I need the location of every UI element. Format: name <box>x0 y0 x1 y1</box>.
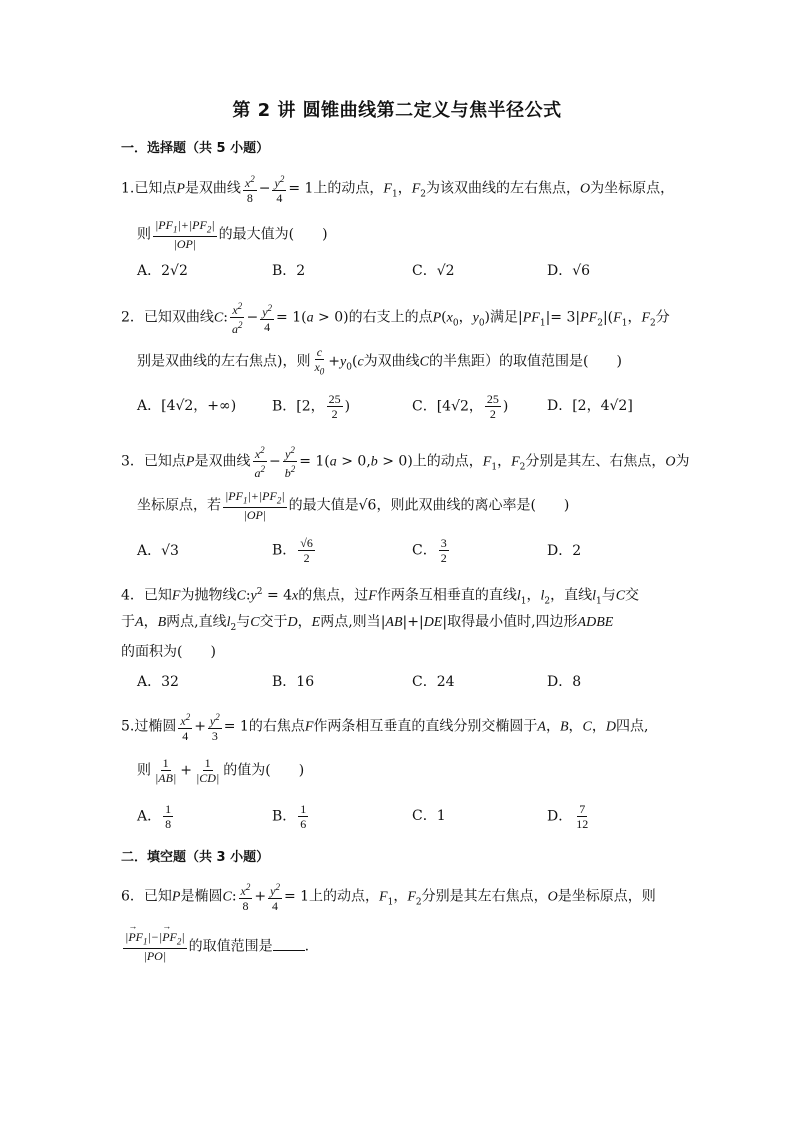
q3-option-c[interactable]: C． $\frac{3}{2}$ <box>412 536 447 565</box>
answer-blank[interactable] <box>273 938 305 951</box>
q5-line1: 5.过椭圆 $\frac{x^2}{4}$ + $\frac{y^2}{3}$ = 1的右焦点F作两条相互垂直的直线分别交椭圆于A，B，C，D四点, <box>121 712 649 743</box>
q2-line1: 2．已知双曲线C: $\frac{x^2}{a^2}$ − $\frac{y^2}{4}$ = 1(a > 0)的右支上的点$P(x_0$，$y_0$)满足$|PF_1|= 3|PF_2|(F_1$，$F_2$分 <box>121 301 670 336</box>
fraction: $\frac{|PF_1|+|PF_2|}{|OP|}$ <box>155 218 215 252</box>
fraction: $\frac{y^2}{3}$ <box>209 712 220 743</box>
fraction: $\frac{x^2}{8}$ <box>244 174 255 205</box>
fraction: $\frac{25}{2}$ <box>328 392 341 421</box>
q2-option-c[interactable]: C．[4√2， $\frac{25}{2}$ ) <box>412 392 509 421</box>
q5-option-a[interactable]: A． $\frac{1}{8}$ <box>137 802 172 831</box>
q3-option-b[interactable]: B． $\frac{√6}{2}$ <box>272 536 313 565</box>
fraction: $\frac{7}{12}$ <box>576 802 589 831</box>
q1-line1: 1.已知点P是双曲线 $\frac{x^2}{8}$ − $\frac{y^2}{4}$ = 1上的动点，$F_1$，$F_2$为该双曲线的左右焦点，O为坐标原点， <box>121 174 675 205</box>
q4-line2: 于A，B两点,直线$l_2$与C交于D，E两点,则当|AB|+|DE|取得最小值时,四边形ADBE <box>121 614 614 633</box>
fraction: $\frac{y^2}{4}$ <box>270 882 280 913</box>
fraction: $\frac{1}{8}$ <box>165 802 172 831</box>
q5-line2: 则 $\frac{1}{|AB|}$ + $\frac{1}{|CD|}$ 的值为( ) <box>137 756 305 785</box>
q1-option-a[interactable]: A．2√2 <box>137 263 188 279</box>
q2-line2: 别是双曲线的左右焦点)，则 $\frac{c}{x_0}$ $+y_0(c$为双曲线C的半焦距）的取值范围是( ) <box>137 345 622 377</box>
q3-option-d[interactable]: D．2 <box>547 543 582 559</box>
q2-option-a[interactable]: A．[4√2，+∞) <box>137 398 237 414</box>
fraction: $\frac{c}{x_0}$ <box>314 345 325 377</box>
fraction: $\frac{y^2}{b^2}$ <box>284 445 296 480</box>
fraction: $\frac{x^2}{a^2}$ <box>254 445 265 480</box>
q4-option-a[interactable]: A．32 <box>137 674 179 690</box>
q5-option-b[interactable]: B． $\frac{1}{6}$ <box>272 802 307 831</box>
page-title: 第 2 讲 圆锥曲线第二定义与焦半径公式 <box>232 100 562 121</box>
q5-option-d[interactable]: D． $\frac{7}{12}$ <box>547 802 589 831</box>
q1-option-d[interactable]: D．√6 <box>547 263 591 279</box>
q4-option-d[interactable]: D．8 <box>547 674 582 690</box>
q4-line1: 4．已知F为抛物线$C:y^2 = 4x$的焦点，过F作两条互相垂直的直线$l_1$，$l_2$，直线$l_1$与C交 <box>121 587 640 607</box>
fraction: $\frac{1}{6}$ <box>300 802 307 831</box>
q1-option-b[interactable]: B．2 <box>272 263 306 279</box>
fraction: $\frac{√6}{2}$ <box>300 536 313 565</box>
q4-option-b[interactable]: B．16 <box>272 674 315 690</box>
fraction: $\frac{x^2}{8}$ <box>240 882 251 913</box>
fraction: $\frac{y^2}{4}$ <box>274 174 285 205</box>
q3-line1: 3．已知点P是双曲线 $\frac{x^2}{a^2}$ − $\frac{y^2}{b^2}$ = 1(a > 0,b > 0)上的动点，$F_1$，$F_2$分别是其左、右焦点，O为 <box>121 445 690 480</box>
fraction: $\frac{x^2}{a^2}$ <box>231 301 243 336</box>
fraction: $\frac{1}{|CD|}$ <box>196 756 220 785</box>
q6-line2: $\frac{|\to PF_1|-|\to PF_2|}{|PO|}$ 的取值范围是 . <box>121 930 309 963</box>
fraction: $\frac{|PF_1|+|PF_2|}{|OP|}$ <box>225 489 285 523</box>
section-heading-fill: 二．填空题（共 3 小题） <box>121 850 270 865</box>
q4-option-c[interactable]: C．24 <box>412 674 455 690</box>
fraction: $\frac{3}{2}$ <box>440 536 447 565</box>
q3-option-a[interactable]: A．√3 <box>137 543 179 559</box>
section-heading-choice: 一．选择题（共 5 小题） <box>121 141 270 156</box>
fraction: $\frac{y^2}{4}$ <box>262 303 273 334</box>
q3-line2: 坐标原点，若 $\frac{|PF_1|+|PF_2|}{|OP|}$ 的最大值是√6，则此双曲线的离心率是( ) <box>137 489 570 523</box>
fraction: $\frac{|\to PF_1|-|\to PF_2|}{|PO|}$ <box>123 930 187 963</box>
q2-option-b[interactable]: B．[2， $\frac{25}{2}$ ) <box>272 392 351 421</box>
q6-line1: 6．已知P是椭圆C: $\frac{x^2}{8}$ + $\frac{y^2}{4}$ = 1上的动点，$F_1$，$F_2$分别是其左右焦点，O是坐标原点，则 <box>121 882 656 913</box>
q2-option-d[interactable]: D．[2，4√2] <box>547 398 633 414</box>
fraction: $\frac{25}{2}$ <box>486 392 499 421</box>
q5-option-c[interactable]: C．1 <box>412 808 446 824</box>
fraction: $\frac{x^2}{4}$ <box>180 712 191 743</box>
fraction: $\frac{1}{|AB|}$ <box>155 756 177 785</box>
q4-line3: 的面积为( ) <box>121 644 216 660</box>
q1-line2: 则 $\frac{|PF_1|+|PF_2|}{|OP|}$ 的最大值为( ) <box>137 218 328 252</box>
q1-option-c[interactable]: C．√2 <box>412 263 455 279</box>
